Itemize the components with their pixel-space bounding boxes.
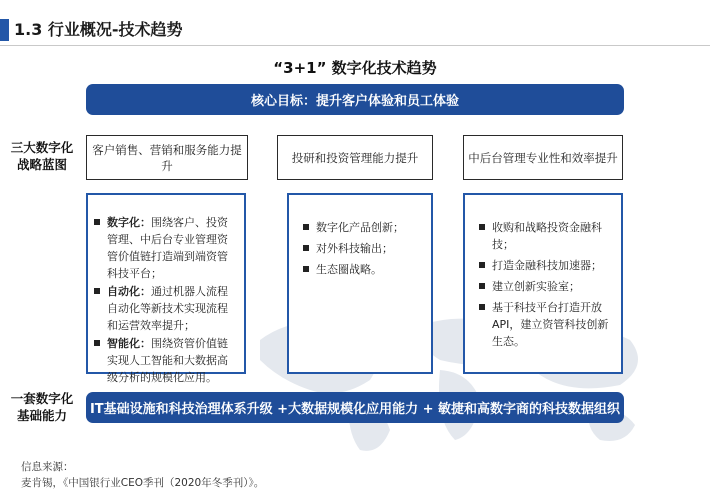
list-item xyxy=(92,335,236,386)
source-note xyxy=(21,459,264,491)
header-divider xyxy=(0,45,710,46)
column-3-body xyxy=(463,193,623,374)
source-text: 麦肯锡，《中国银行业CEO季刊（2020年冬季刊）》。 xyxy=(21,477,265,489)
list-item: 基于科技平台打造开放API，建立资管科技创新生态。 xyxy=(477,299,611,350)
column-2-heading: 投研和投资管理能力提升 xyxy=(277,135,433,180)
foundation-banner: IT基础设施和科技治理体系升级 +大数据规模化应用能力 + 敏捷和高数字商的科技数据组织 xyxy=(86,392,624,423)
list-item: 建立创新实验室； xyxy=(477,278,611,295)
column-3-list xyxy=(477,219,611,350)
foundation-label-line-2: 基础能力 xyxy=(16,408,67,423)
strategy-side-label xyxy=(2,139,82,173)
item-text: 围绕客户、投资管理、中后台专业管理资管价值链打造端到端资管科技平台； xyxy=(107,216,228,280)
list-item: 对外科技输出； xyxy=(301,240,423,257)
column-1-heading: 客户销售、营销和服务能力提升 xyxy=(86,135,248,180)
column-2-list xyxy=(301,219,423,278)
list-item: 生态圈战略。 xyxy=(301,261,423,278)
source-label: 信息来源： xyxy=(21,461,74,473)
list-item xyxy=(92,214,236,282)
list-item xyxy=(92,283,236,334)
foundation-side-label xyxy=(2,390,82,424)
item-keyword: 数字化： xyxy=(107,216,151,229)
list-item: 收购和战略投资金融科技； xyxy=(477,219,611,253)
header-accent-bar xyxy=(0,19,9,41)
page-title: 1.3 行业概况-技术趋势 xyxy=(14,20,183,39)
column-1-list xyxy=(92,214,236,386)
list-item: 打造金融科技加速器； xyxy=(477,257,611,274)
item-text: 围绕资管价值链实现人工智能和大数据高级分析的规模化应用。 xyxy=(107,337,228,384)
strategy-label-line-2: 战略蓝图 xyxy=(16,157,67,172)
list-item: 数字化产品创新； xyxy=(301,219,423,236)
item-keyword: 自动化： xyxy=(107,285,151,298)
column-3-heading: 中后台管理专业性和效率提升 xyxy=(463,135,623,180)
core-goal-banner: 核心目标：提升客户体验和员工体验 xyxy=(86,84,624,115)
foundation-label-line-1: 一套数字化 xyxy=(10,391,74,406)
main-title: “3+1” 数字化技术趋势 xyxy=(273,59,437,77)
strategy-label-line-1: 三大数字化 xyxy=(10,140,74,155)
column-1-body xyxy=(86,193,246,384)
column-2-body xyxy=(287,193,433,374)
item-keyword: 智能化： xyxy=(107,337,151,350)
item-text: 通过机器人流程自动化等新技术实现流程和运营效率提升； xyxy=(107,285,228,332)
